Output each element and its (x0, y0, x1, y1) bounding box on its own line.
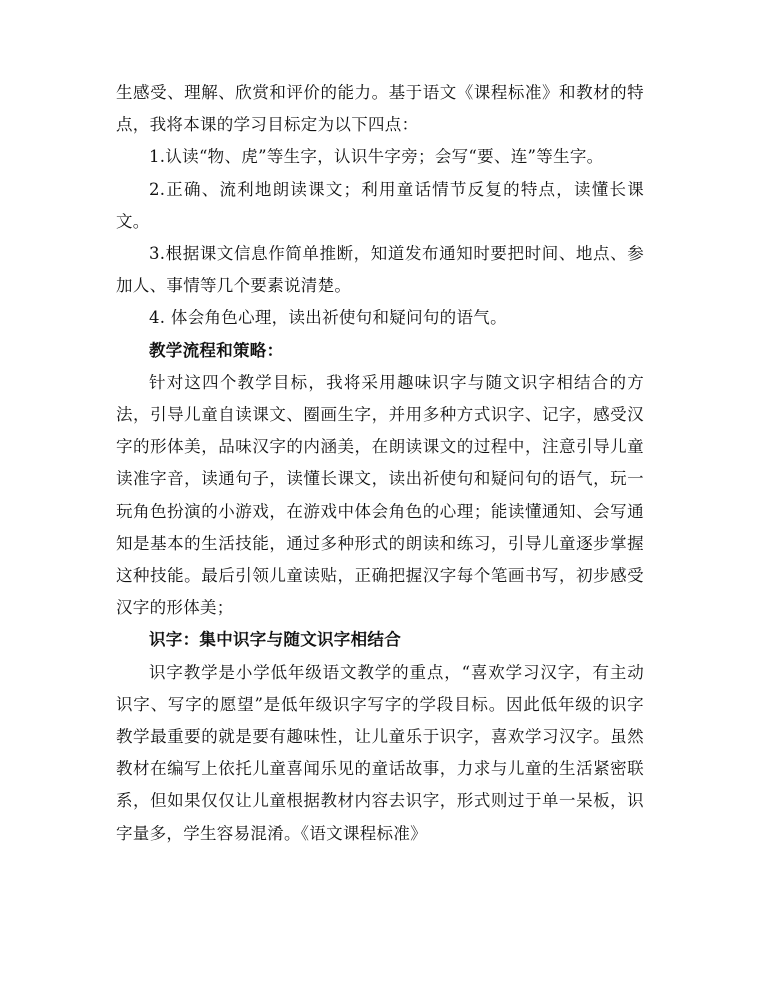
paragraph-literacy-body: 识字教学是小学低年级语文教学的重点，“喜欢学习汉字，有主动识字、写字的愿望”是低年级识字写字的学段目标。因此低年级的识字教学最重要的就是要有趣味性，让儿童乐于识字，喜欢学习汉字。虽然教材在编写上依托儿童喜闻乐见的童话故事，力求与儿童的生活紧密联系，但如果仅仅让儿童根据教材内容去识字，形式则过于单一呆板，识字量多，学生容易混淆。《语文课程标准》 (116, 662, 644, 843)
paragraph-intro: 生感受、理解、欣赏和评价的能力。基于语文《课程标准》和教材的特点，我将本课的学习目标定为以下四点： (116, 83, 644, 135)
paragraph-goal-1: 1.认读“物、虎”等生字，认识牛字旁；会写“要、连”等生字。 (149, 147, 604, 167)
paragraph-goal-2: 2.正确、流利地朗读课文；利用童话情节反复的特点，读懂长课文。 (116, 179, 644, 231)
paragraph-goal-3: 3.根据课文信息作简单推断，知道发布通知时要把时间、地点、参加人、事情等几个要素说清楚。 (116, 244, 644, 296)
heading-literacy: 识字：集中识字与随文识字相结合 (149, 630, 401, 650)
paragraph-teaching-strategy: 针对这四个教学目标，我将采用趣味识字与随文识字相结合的方法，引导儿童自读课文、圈画生字，并用多种方式识字、记字，感受汉字的形体美，品味汉字的内涵美，在朗读课文的过程中，注意引导儿童读准字音，读通句子，读懂长课文，读出祈使句和疑问句的语气，玩一玩角色扮演的小游戏，在游戏中体会角色的心理；能读懂通知、会写通知是基本的生活技能，通过多种形式的朗读和练习，引导儿童逐步掌握这种技能。最后引领儿童读贴，正确把握汉字每个笔画书写，初步感受汉字的形体美； (116, 372, 644, 618)
heading-teaching-process: 教学流程和策略： (149, 340, 284, 360)
document-page (116, 77, 644, 850)
paragraph-goal-4: 4. 体会角色心理，读出祈使句和疑问句的语气。 (149, 308, 507, 328)
